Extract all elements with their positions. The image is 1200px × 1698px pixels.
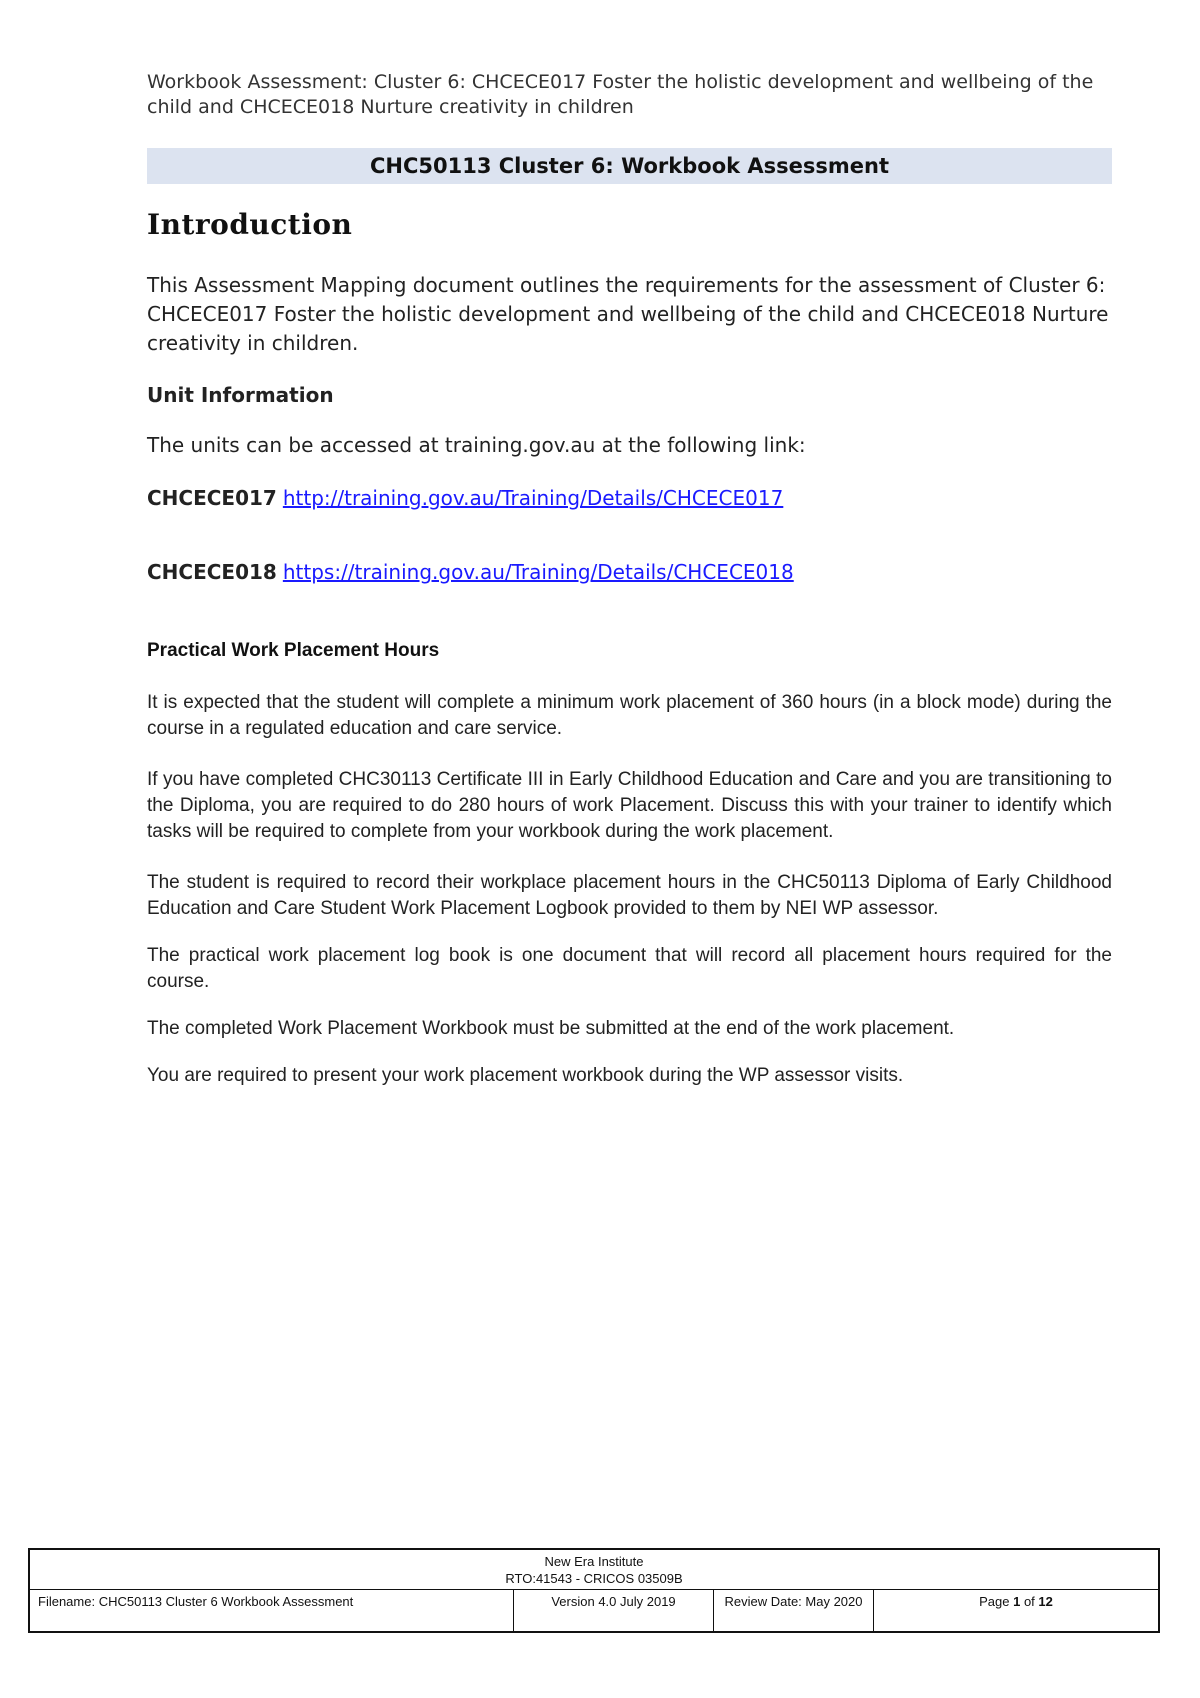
page-current: 1 — [1013, 1594, 1021, 1609]
footer-details-row — [30, 1590, 1158, 1631]
placement-paragraph: The student is required to record their workplace placement hours in the CHC50113 Diploma of Early Childhood Education and Care Student Work Placement Logbook provided to them by NEI WP assessor. — [147, 872, 1112, 919]
footer-version: Version 4.0 July 2019 — [514, 1590, 714, 1631]
page-of: of — [1020, 1594, 1039, 1609]
document-title: CHC50113 Cluster 6: Workbook Assessment — [147, 148, 1112, 184]
footer-page-number — [874, 1590, 1158, 1631]
unit-code: CHCECE017 — [147, 486, 277, 510]
page-footer — [28, 1548, 1160, 1633]
placement-heading: Practical Work Placement Hours — [147, 640, 440, 661]
document-header: Workbook Assessment: Cluster 6: CHCECE017 Foster the holistic development and wellbeing of the child and CHCECE018 Nurture creativity in children — [147, 71, 1094, 118]
footer-filename: Filename: CHC50113 Cluster 6 Workbook Assessment — [30, 1590, 514, 1631]
placement-paragraph: It is expected that the student will complete a minimum work placement of 360 hours (in a block mode) during the course in a regulated education and care service. — [147, 692, 1112, 739]
unit-row-chcece018 — [147, 560, 794, 584]
unit-information-intro: The units can be accessed at training.gov.au at the following link: — [147, 433, 806, 457]
unit-code: CHCECE018 — [147, 560, 277, 584]
page-total: 12 — [1038, 1594, 1053, 1609]
footer-institute: New Era Institute — [544, 1554, 644, 1569]
footer-rto: RTO:41543 - CRICOS 03509B — [505, 1571, 683, 1586]
placement-paragraph: The practical work placement log book is one document that will record all placement hours required for the course. — [147, 945, 1112, 992]
introduction-heading: Introduction — [147, 208, 353, 241]
unit-link-chcece017[interactable]: http://training.gov.au/Training/Details/CHCECE017 — [282, 486, 784, 510]
footer-institute-row — [30, 1550, 1158, 1590]
unit-link-chcece018[interactable]: https://training.gov.au/Training/Details/CHCECE018 — [282, 560, 794, 584]
placement-paragraph: You are required to present your work placement workbook during the WP assessor visits. — [147, 1065, 904, 1086]
placement-paragraph: If you have completed CHC30113 Certificate III in Early Childhood Education and Care and you are transitioning to the Diploma, you are required to do 280 hours of work Placement. Discuss this with your trainer to identify which tasks will be required to complete from your workbook during the work placement. — [147, 769, 1112, 842]
introduction-text: This Assessment Mapping document outlines the requirements for the assessment of Cluster 6: CHCECE017 Foster the holistic development and wellbeing of the child and CHCECE018 Nurture creativity in children. — [147, 273, 1109, 355]
unit-row-chcece017 — [147, 486, 783, 510]
unit-information-heading: Unit Information — [147, 383, 334, 407]
footer-review-date: Review Date: May 2020 — [714, 1590, 874, 1631]
placement-paragraph: The completed Work Placement Workbook must be submitted at the end of the work placement. — [147, 1018, 955, 1039]
page-prefix: Page — [979, 1594, 1014, 1609]
